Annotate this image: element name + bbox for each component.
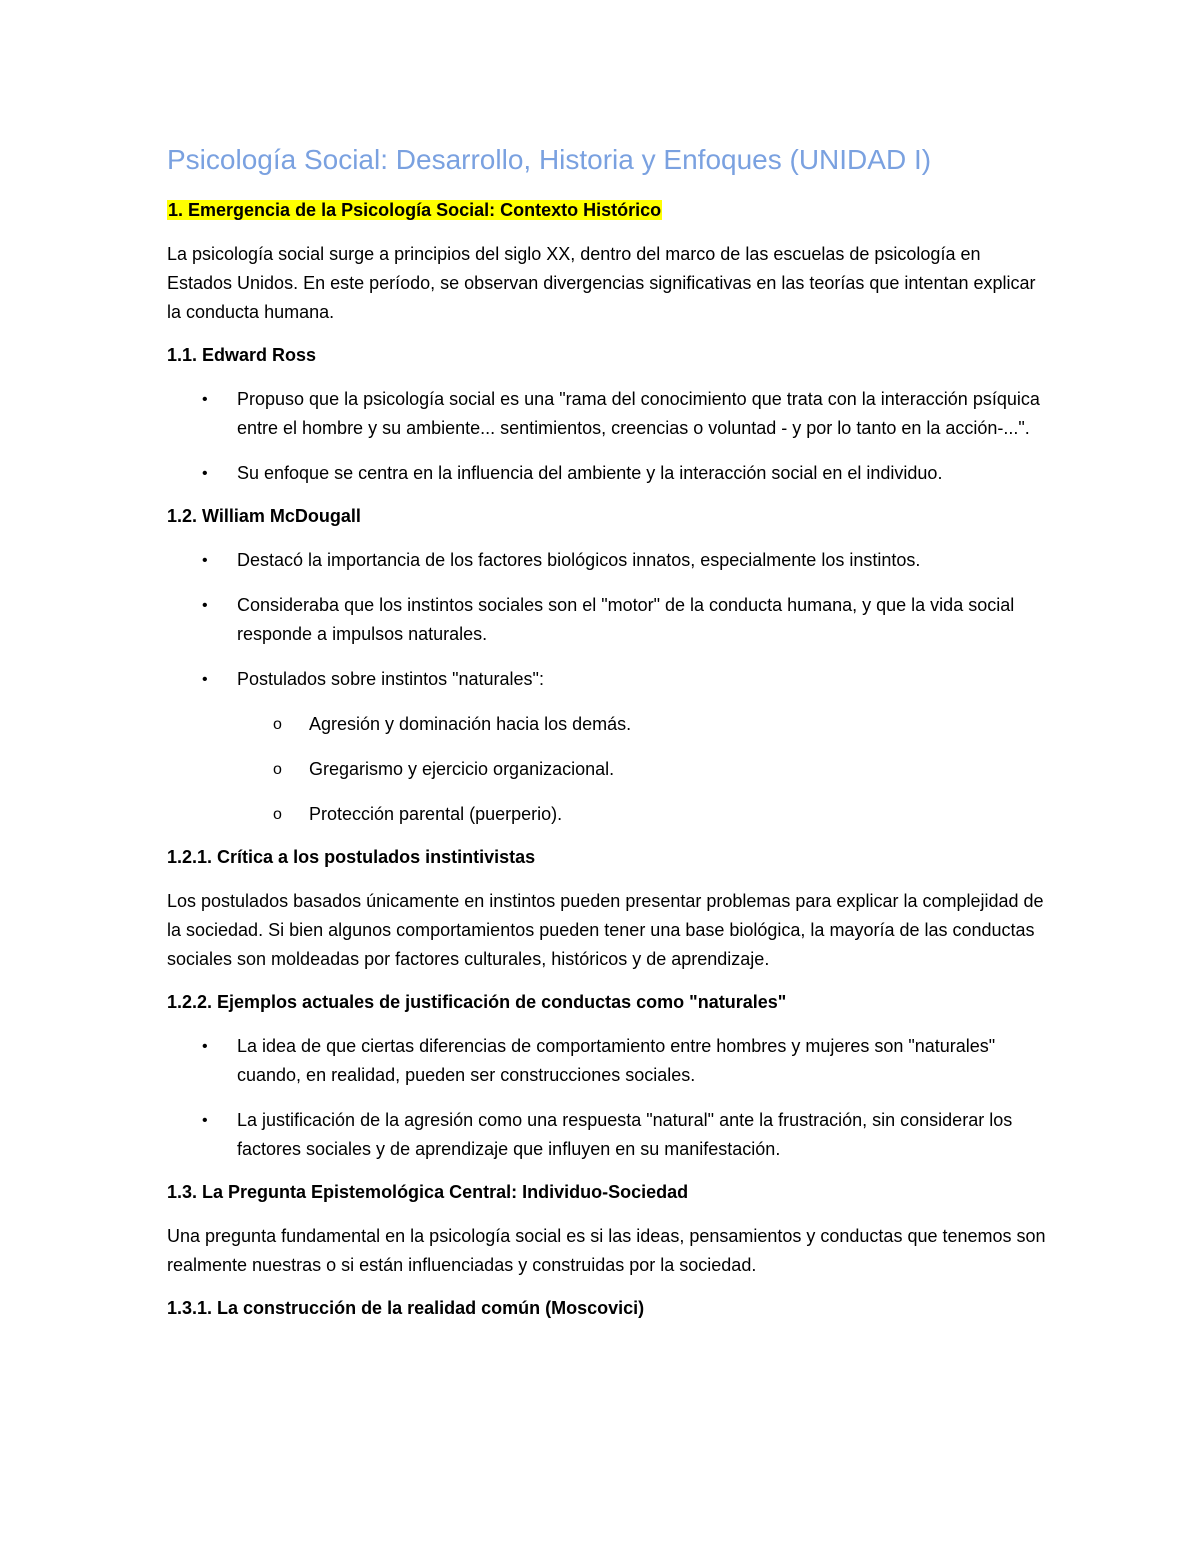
list-item bbox=[167, 591, 1047, 649]
circle-bullet-icon: o bbox=[273, 716, 282, 733]
sub-list-item bbox=[167, 710, 1047, 739]
circle-bullet-icon: o bbox=[273, 806, 282, 823]
list-item-text: La justificación de la agresión como una respuesta "natural" ante la frustración, sin considerar los factores sociales y de aprendizaje que influyen en su manifestación. bbox=[237, 1110, 1013, 1159]
sub-list-item bbox=[167, 800, 1047, 829]
bullet-icon: • bbox=[202, 597, 208, 614]
heading-critica: 1.2.1. Crítica a los postulados instintivistas bbox=[167, 847, 536, 867]
critica-paragraph: Los postulados basados únicamente en instintos pueden presentar problemas para explicar la complejidad de la sociedad. Si bien algunos comportamientos pueden tener una base biológica, la mayoría de las conductas sociales son moldeadas por factores culturales, históricos y de aprendizaje. bbox=[167, 891, 1044, 969]
sub-list-item bbox=[167, 755, 1047, 784]
heading-ejemplos: 1.2.2. Ejemplos actuales de justificación de conductas como "naturales" bbox=[167, 992, 787, 1012]
list-item bbox=[167, 665, 1047, 694]
list-item-text: Propuso que la psicología social es una "rama del conocimiento que trata con la interacción psíquica entre el hombre y su ambiente... sentimientos, creencias o voluntad - y por lo tanto en la acción-...". bbox=[237, 389, 1040, 438]
section-intro-paragraph: La psicología social surge a principios del siglo XX, dentro del marco de las escuelas de psicología en Estados Unidos. En este período, se observan divergencias significativas en las teorías que intentan explicar la conducta humana. bbox=[167, 244, 1036, 322]
list-item bbox=[167, 546, 1047, 575]
sub-list-item-text: Protección parental (puerperio). bbox=[309, 804, 563, 824]
bullet-icon: • bbox=[202, 1038, 208, 1055]
list-item-text: Consideraba que los instintos sociales son el "motor" de la conducta humana, y que la vida social responde a impulsos naturales. bbox=[237, 595, 1015, 644]
instincts-sub-list bbox=[167, 710, 1047, 829]
document-page bbox=[167, 140, 1047, 1338]
list-item bbox=[167, 1032, 1047, 1090]
ejemplos-bullet-list bbox=[167, 1032, 1047, 1164]
list-item-text: Destacó la importancia de los factores biológicos innatos, especialmente los instintos. bbox=[237, 550, 921, 570]
bullet-icon: • bbox=[202, 1112, 208, 1129]
heading-edward-ross: 1.1. Edward Ross bbox=[167, 345, 317, 365]
heading-pregunta-epistemologica: 1.3. La Pregunta Epistemológica Central: Individuo-Sociedad bbox=[167, 1182, 689, 1202]
list-item-text: La idea de que ciertas diferencias de comportamiento entre hombres y mujeres son "naturales" cuando, en realidad, pueden ser construcciones sociales. bbox=[237, 1036, 996, 1085]
bullet-icon: • bbox=[202, 391, 208, 408]
sub-list-item-text: Agresión y dominación hacia los demás. bbox=[309, 714, 632, 734]
list-item bbox=[167, 1106, 1047, 1164]
mcdougall-bullet-list bbox=[167, 546, 1047, 694]
pregunta-paragraph: Una pregunta fundamental en la psicología social es si las ideas, pensamientos y conductas que tenemos son realmente nuestras o si están influenciadas y construidas por la sociedad. bbox=[167, 1226, 1046, 1275]
circle-bullet-icon: o bbox=[273, 761, 282, 778]
bullet-icon: • bbox=[202, 465, 208, 482]
highlighted-heading: 1. Emergencia de la Psicología Social: Contexto Histórico bbox=[168, 200, 662, 220]
list-item-text: Postulados sobre instintos "naturales": bbox=[237, 669, 544, 689]
heading-william-mcdougall: 1.2. William McDougall bbox=[167, 506, 361, 526]
list-item bbox=[167, 459, 1047, 488]
bullet-icon: • bbox=[202, 671, 208, 688]
sub-list-item-text: Gregarismo y ejercicio organizacional. bbox=[309, 759, 615, 779]
ross-bullet-list bbox=[167, 385, 1047, 488]
list-item bbox=[167, 385, 1047, 443]
section-heading-1 bbox=[167, 198, 1047, 222]
list-item-text: Su enfoque se centra en la influencia del ambiente y la interacción social en el individuo. bbox=[237, 463, 943, 483]
heading-moscovici: 1.3.1. La construcción de la realidad común (Moscovici) bbox=[167, 1298, 645, 1318]
document-title: Psicología Social: Desarrollo, Historia y Enfoques (UNIDAD I) bbox=[167, 144, 932, 175]
bullet-icon: • bbox=[202, 552, 208, 569]
